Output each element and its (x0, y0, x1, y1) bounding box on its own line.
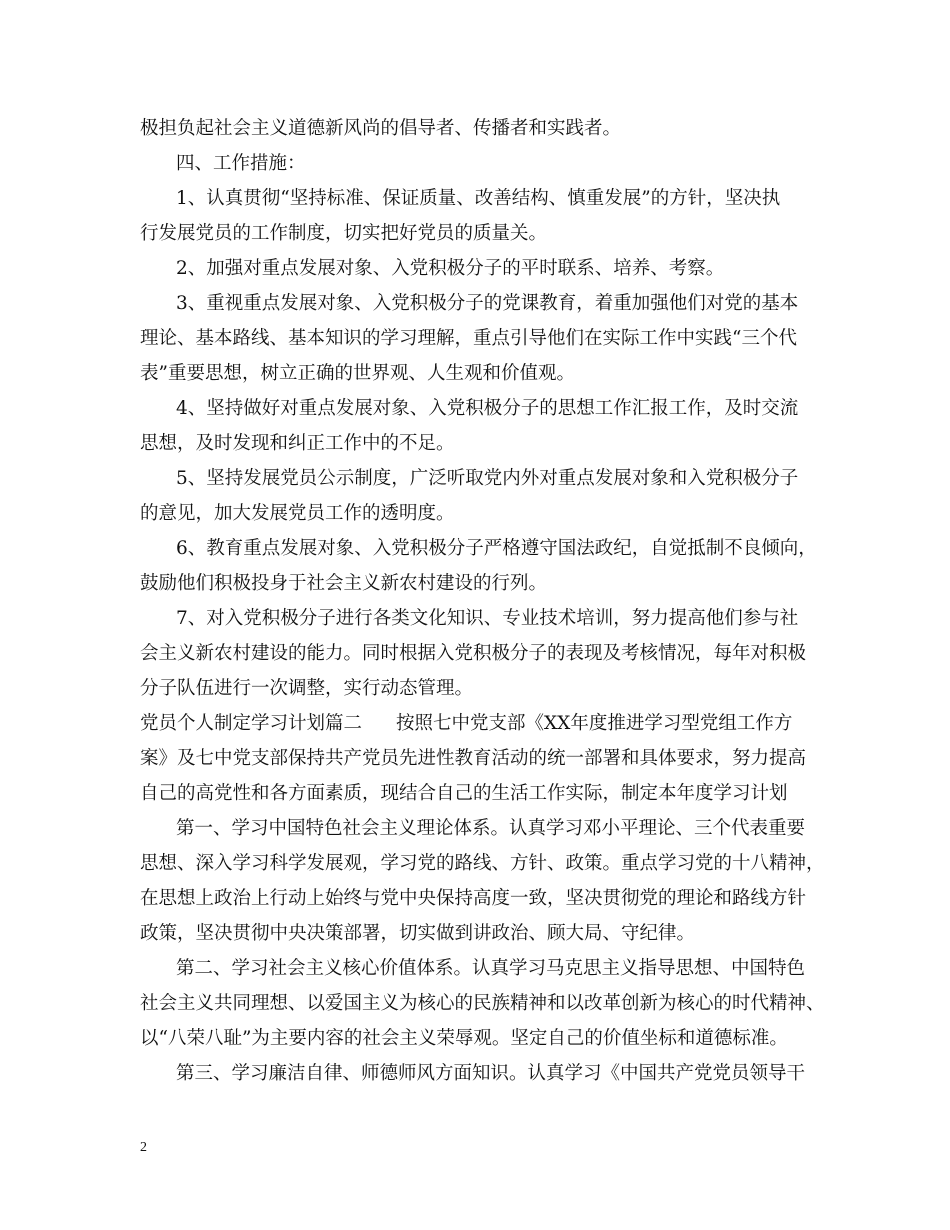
text-line: 1、认真贯彻“坚持标准、保证质量、改善结构、慎重发展”的方针，坚决执 (176, 188, 781, 209)
text-line: 会主义新农村建设的能力。同时根据入党积极分子的表现及考核情况，每年对积极 (140, 643, 807, 664)
text-line: 极担负起社会主义道德新风尚的倡导者、传播者和实践者。 (140, 118, 622, 139)
text-line: 3、重视重点发展对象、入党积极分子的党课教育，着重加强他们对党的基本 (176, 293, 799, 314)
text-line: 分子队伍进行一次调整，实行动态管理。 (140, 678, 474, 699)
text-line: 以“八荣八耻”为主要内容的社会主义荣辱观。坚定自己的价值坐标和道德标准。 (140, 1028, 788, 1049)
text-line: 鼓励他们积极投身于社会主义新农村建设的行列。 (140, 573, 548, 594)
article-heading: 党员个人制定学习计划篇二 (140, 713, 363, 734)
text-line: 政策，坚决贯彻中央决策部署，切实做到讲政治、顾大局、守纪律。 (140, 923, 696, 944)
text-line: 思想、深入学习科学发展观，学习党的路线、方针、政策。重点学习党的十八精神， (140, 853, 825, 874)
text-line: 理论、基本路线、基本知识的学习理解，重点引导他们在实际工作中实践“三个代 (140, 328, 797, 349)
text-line: 思想，及时发现和纠正工作中的不足。 (140, 433, 455, 454)
text-line: 按照七中党支部《XX年度推进学习型党组工作方 (396, 713, 793, 734)
text-line: 4、坚持做好对重点发展对象、入党积极分子的思想工作汇报工作，及时交流 (176, 398, 799, 419)
text-line: 表”重要思想，树立正确的世界观、人生观和价值观。 (140, 363, 575, 384)
text-line: 第三、学习廉洁自律、师德师风方面知识。认真学习《中国共产党党员领导干 (176, 1063, 806, 1084)
section-heading: 四、工作措施： (176, 153, 306, 174)
text-line: 自己的高党性和各方面素质，现结合自己的生活工作实际，制定本年度学习计划 (140, 783, 788, 804)
page-number: 2 (140, 1140, 147, 1155)
text-line: 案》及七中党支部保持共产党员先进性教育活动的统一部署和具体要求，努力提高 (140, 748, 807, 769)
text-line: 7、对入党积极分子进行各类文化知识、专业技术培训，努力提高他们参与社 (176, 608, 799, 629)
text-line: 5、坚持发展党员公示制度，广泛听取党内外对重点发展对象和入党积极分子 (176, 468, 799, 489)
heading-line (140, 712, 792, 736)
text-line: 在思想上政治上行动上始终与党中央保持高度一致，坚决贯彻党的理论和路线方针 (140, 888, 807, 909)
text-line: 第一、学习中国特色社会主义理论体系。认真学习邓小平理论、三个代表重要 (176, 818, 806, 839)
text-line: 行发展党员的工作制度，切实把好党员的质量关。 (140, 223, 548, 244)
text-line: 6、教育重点发展对象、入党积极分子严格遵守国法政纪，自觉抵制不良倾向， (176, 538, 817, 559)
text-line: 社会主义共同理想、以爱国主义为核心的民族精神和以改革创新为核心的时代精神、 (140, 993, 825, 1014)
text-line: 2、加强对重点发展对象、入党积极分子的平时联系、培养、考察。 (176, 258, 725, 279)
text-line: 第二、学习社会主义核心价值体系。认真学习马克思主义指导思想、中国特色 (176, 958, 806, 979)
text-line: 的意见，加大发展党员工作的透明度。 (140, 503, 455, 524)
